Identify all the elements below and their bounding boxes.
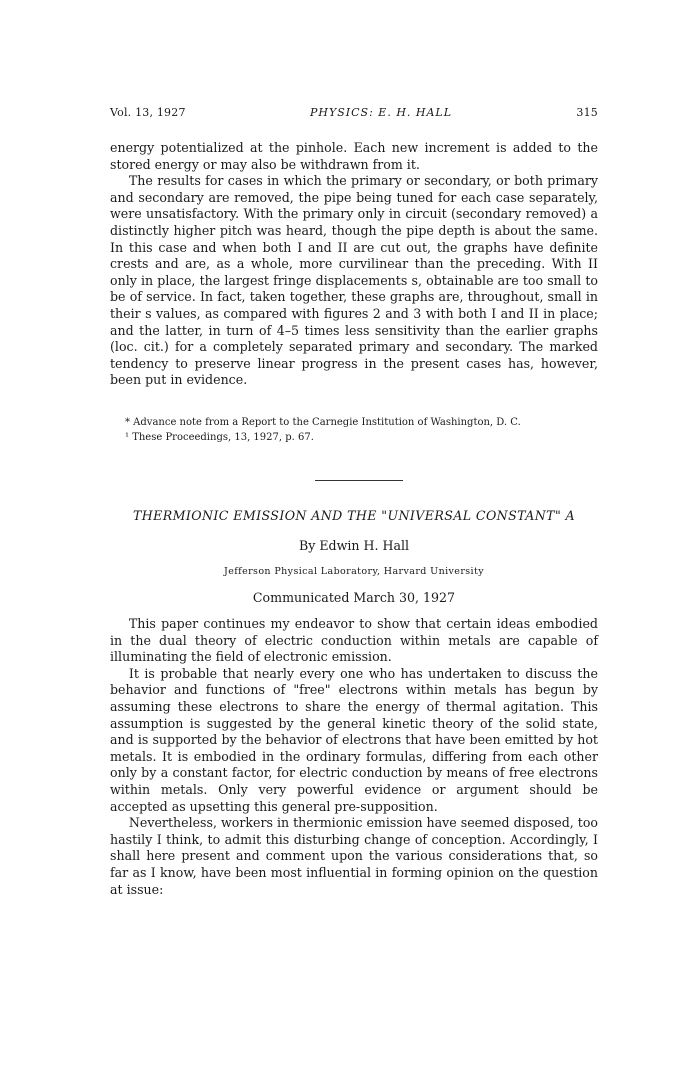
footnotes bbox=[110, 416, 598, 445]
page-number: 315 bbox=[576, 106, 598, 119]
paragraph: energy potentialized at the pinhole. Each new increment is added to the stored energy or may also be withdrawn from it. bbox=[110, 140, 598, 172]
continued-text bbox=[110, 140, 598, 389]
article-title: THERMIONIC EMISSION AND THE "UNIVERSAL CONSTANT" A bbox=[132, 508, 576, 523]
paragraph: This paper continues my endeavor to show that certain ideas embodied in the dual theory of electric conduction within metals are capable of illuminating the field of electronic emission. bbox=[110, 616, 598, 665]
section-divider bbox=[315, 480, 403, 481]
running-header bbox=[110, 106, 598, 119]
article-byline: By Edwin H. Hall bbox=[298, 538, 410, 553]
communicated-date: Communicated March 30, 1927 bbox=[252, 590, 456, 605]
running-title: PHYSICS: E. H. HALL bbox=[310, 106, 453, 119]
paragraph: Nevertheless, workers in thermionic emission have seemed disposed, too hastily I think, to admit this disturbing change of conception. Accordingly, I shall here present and comment upon the various considerations that, so far as I know, have been most influential in forming opinion on the question at issue: bbox=[110, 815, 598, 897]
footnote: ¹ These Proceedings, 13, 1927, p. 67. bbox=[125, 431, 314, 443]
volume-label: Vol. 13, 1927 bbox=[110, 106, 186, 119]
paragraph: It is probable that nearly every one who has undertaken to discuss the behavior and functions of "free" electrons within metals has begun by assuming these electrons to share the energy of thermal agitation. This assumption is suggested by the general kinetic theory of the solid state, and is supported by the behavior of electrons that have been emitted by hot metals. It is embodied in the ordinary formulas, differing from each other only by a constant factor, for electric conduction by means of free electrons within metals. Only very powerful evidence or argument should be accepted as upsetting this general pre-supposition. bbox=[110, 665, 598, 814]
article-text bbox=[110, 616, 598, 898]
article-affiliation: Jefferson Physical Laboratory, Harvard University bbox=[224, 566, 484, 577]
paragraph: The results for cases in which the primary or secondary, or both primary and secondary are removed, the pipe being tuned for each case separately, were unsatisfactory. With the primary only in circuit (secondary removed) a distinctly higher pitch was heard, though the pipe depth is about the same. In this case and when both I and II are cut out, the graphs have definite crests and are, as a whole, more curvilinear than the preceding. With II only in place, the largest fringe displacements s, obtainable are too small to be of service. In fact, taken together, these graphs are, throughout, small in their s values, as compared with figures 2 and 3 with both I and II in place; and the latter, in turn of 4–5 times less sensitivity than the earlier graphs (loc. cit.) for a completely separated primary and secondary. The marked tendency to preserve linear progress in the present cases has, however, been put in evidence. bbox=[110, 173, 598, 388]
footnote: * Advance note from a Report to the Carnegie Institution of Washington, D. C. bbox=[125, 417, 521, 428]
